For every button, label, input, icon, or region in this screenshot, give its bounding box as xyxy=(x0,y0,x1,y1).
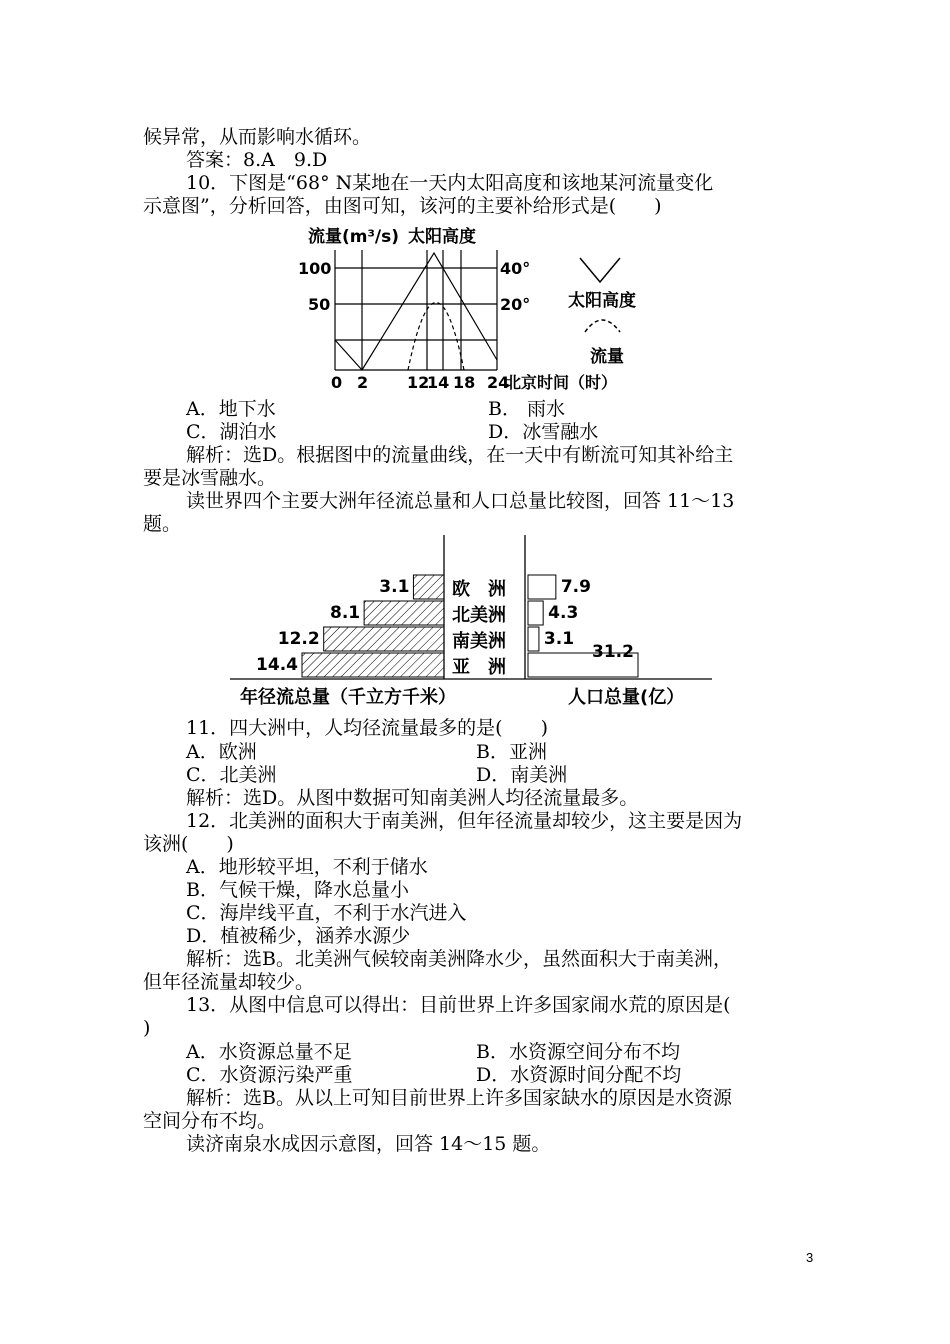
x-tick: 0 xyxy=(331,373,343,392)
option-d: D．植被稀少，涵养水源少 xyxy=(186,925,411,947)
population-bar xyxy=(528,601,543,625)
x-tick: 12 xyxy=(407,373,430,392)
sun-altitude-line xyxy=(362,253,497,370)
population-bar xyxy=(528,575,556,599)
option-b: B． 雨水 xyxy=(488,398,566,420)
option-c: C．北美洲 xyxy=(186,764,277,786)
flow-axis-label: 流量(m³/s) xyxy=(308,227,400,247)
option-b: B．气候干燥，降水总量小 xyxy=(186,879,409,901)
option-a: A．水资源总量不足 xyxy=(186,1041,352,1063)
question-10: 10．下图是“68° N某地在一天内太阳高度和该地某河流量变化 xyxy=(186,172,714,194)
reading-prompt: 读济南泉水成因示意图，回答 14～15 题。 xyxy=(186,1133,551,1155)
question-12-cont: 该洲( ) xyxy=(143,833,234,855)
runoff-population-chart xyxy=(230,533,730,713)
text-line: 候异常，从而影响水循环。 xyxy=(143,126,372,148)
right-tick: 20° xyxy=(500,295,531,314)
right-tick: 40° xyxy=(500,259,531,278)
population-value-label: 7.9 xyxy=(560,577,591,597)
option-c: C．湖泊水 xyxy=(186,421,277,443)
explanation-cont: 空间分布不均。 xyxy=(143,1110,277,1132)
x-tick: 24 xyxy=(487,373,510,392)
reading-prompt: 读世界四个主要大洲年径流总量和人口总量比较图，回答 11～13 xyxy=(186,490,735,512)
option-d: D．冰雪融水 xyxy=(488,421,599,443)
sun-altitude-flow-chart xyxy=(290,220,670,395)
runoff-bar xyxy=(364,601,444,625)
question-13: 13．从图中信息可以得出：目前世界上许多国家闹水荒的原因是( xyxy=(186,994,731,1016)
question-10-cont: 示意图”，分析回答，由图可知，该河的主要补给形式是( ) xyxy=(143,195,662,217)
population-bar xyxy=(528,627,539,651)
population-value-label: 4.3 xyxy=(548,603,579,623)
left-tick: 50 xyxy=(308,295,331,314)
option-a: A．地形较平坦，不利于储水 xyxy=(186,856,428,878)
legend-sun-symbol xyxy=(580,258,620,282)
left-tick: 100 xyxy=(298,259,332,278)
option-d: D．南美洲 xyxy=(476,764,568,786)
runoff-title: 年径流总量（千立方千米） xyxy=(240,687,456,708)
explanation: 解析：选D。根据图中的流量曲线，在一天中有断流可知其补给主 xyxy=(186,444,734,466)
legend-sun-label: 太阳高度 xyxy=(568,291,636,311)
explanation-cont: 要是冰雪融水。 xyxy=(143,467,277,489)
option-b: B．亚洲 xyxy=(476,741,547,763)
population-value-label: 3.1 xyxy=(543,629,575,649)
runoff-bar xyxy=(324,627,444,651)
option-a: A．地下水 xyxy=(186,398,276,420)
explanation: 解析：选B。从以上可知目前世界上许多国家缺水的原因是水资源 xyxy=(186,1087,732,1109)
question-13-cont: ) xyxy=(143,1017,151,1039)
option-c: C．水资源污染严重 xyxy=(186,1064,353,1086)
runoff-value-label: 12.2 xyxy=(277,629,320,649)
continent-label: 欧 洲 xyxy=(452,579,506,600)
option-c: C．海岸线平直，不利于水汽进入 xyxy=(186,902,467,924)
question-11: 11．四大洲中，人均径流量最多的是( ) xyxy=(186,717,549,739)
runoff-bar xyxy=(302,653,444,677)
flow-curve xyxy=(408,303,464,371)
option-a: A．欧洲 xyxy=(186,741,257,763)
runoff-value-label: 3.1 xyxy=(379,577,410,597)
runoff-value-label: 14.4 xyxy=(256,655,298,675)
runoff-bar xyxy=(413,575,444,599)
explanation: 解析：选D。从图中数据可知南美洲人均径流量最多。 xyxy=(186,787,639,809)
answer-line: 答案：8.A 9.D xyxy=(186,149,328,171)
x-tick: 14 xyxy=(427,373,450,392)
option-d: D．水资源时间分配不均 xyxy=(476,1064,682,1086)
explanation-cont: 但年径流量却较少。 xyxy=(143,971,315,993)
continent-label: 亚 洲 xyxy=(452,657,506,678)
x-tick: 2 xyxy=(357,373,369,392)
legend-flow-symbol xyxy=(585,320,620,332)
legend-flow-label: 流量 xyxy=(590,347,624,367)
x-axis-label: 北京时间（时） xyxy=(505,373,618,392)
option-b: B．水资源空间分布不均 xyxy=(476,1041,680,1063)
continent-label: 南美洲 xyxy=(452,631,506,652)
continent-label: 北美洲 xyxy=(452,605,506,626)
population-title: 人口总量(亿） xyxy=(568,687,685,708)
runoff-value-label: 8.1 xyxy=(330,603,361,623)
sun-axis-label: 太阳高度 xyxy=(408,227,476,247)
population-value-label: 31.2 xyxy=(592,642,634,662)
explanation: 解析：选B。北美洲气候较南美洲降水少，虽然面积大于南美洲， xyxy=(186,948,732,970)
reading-prompt-cont: 题。 xyxy=(143,513,182,535)
x-tick: 18 xyxy=(453,373,476,392)
question-12: 12．北美洲的面积大于南美洲，但年径流量却较少，这主要是因为 xyxy=(186,810,743,832)
page-number: 3 xyxy=(806,1250,814,1265)
